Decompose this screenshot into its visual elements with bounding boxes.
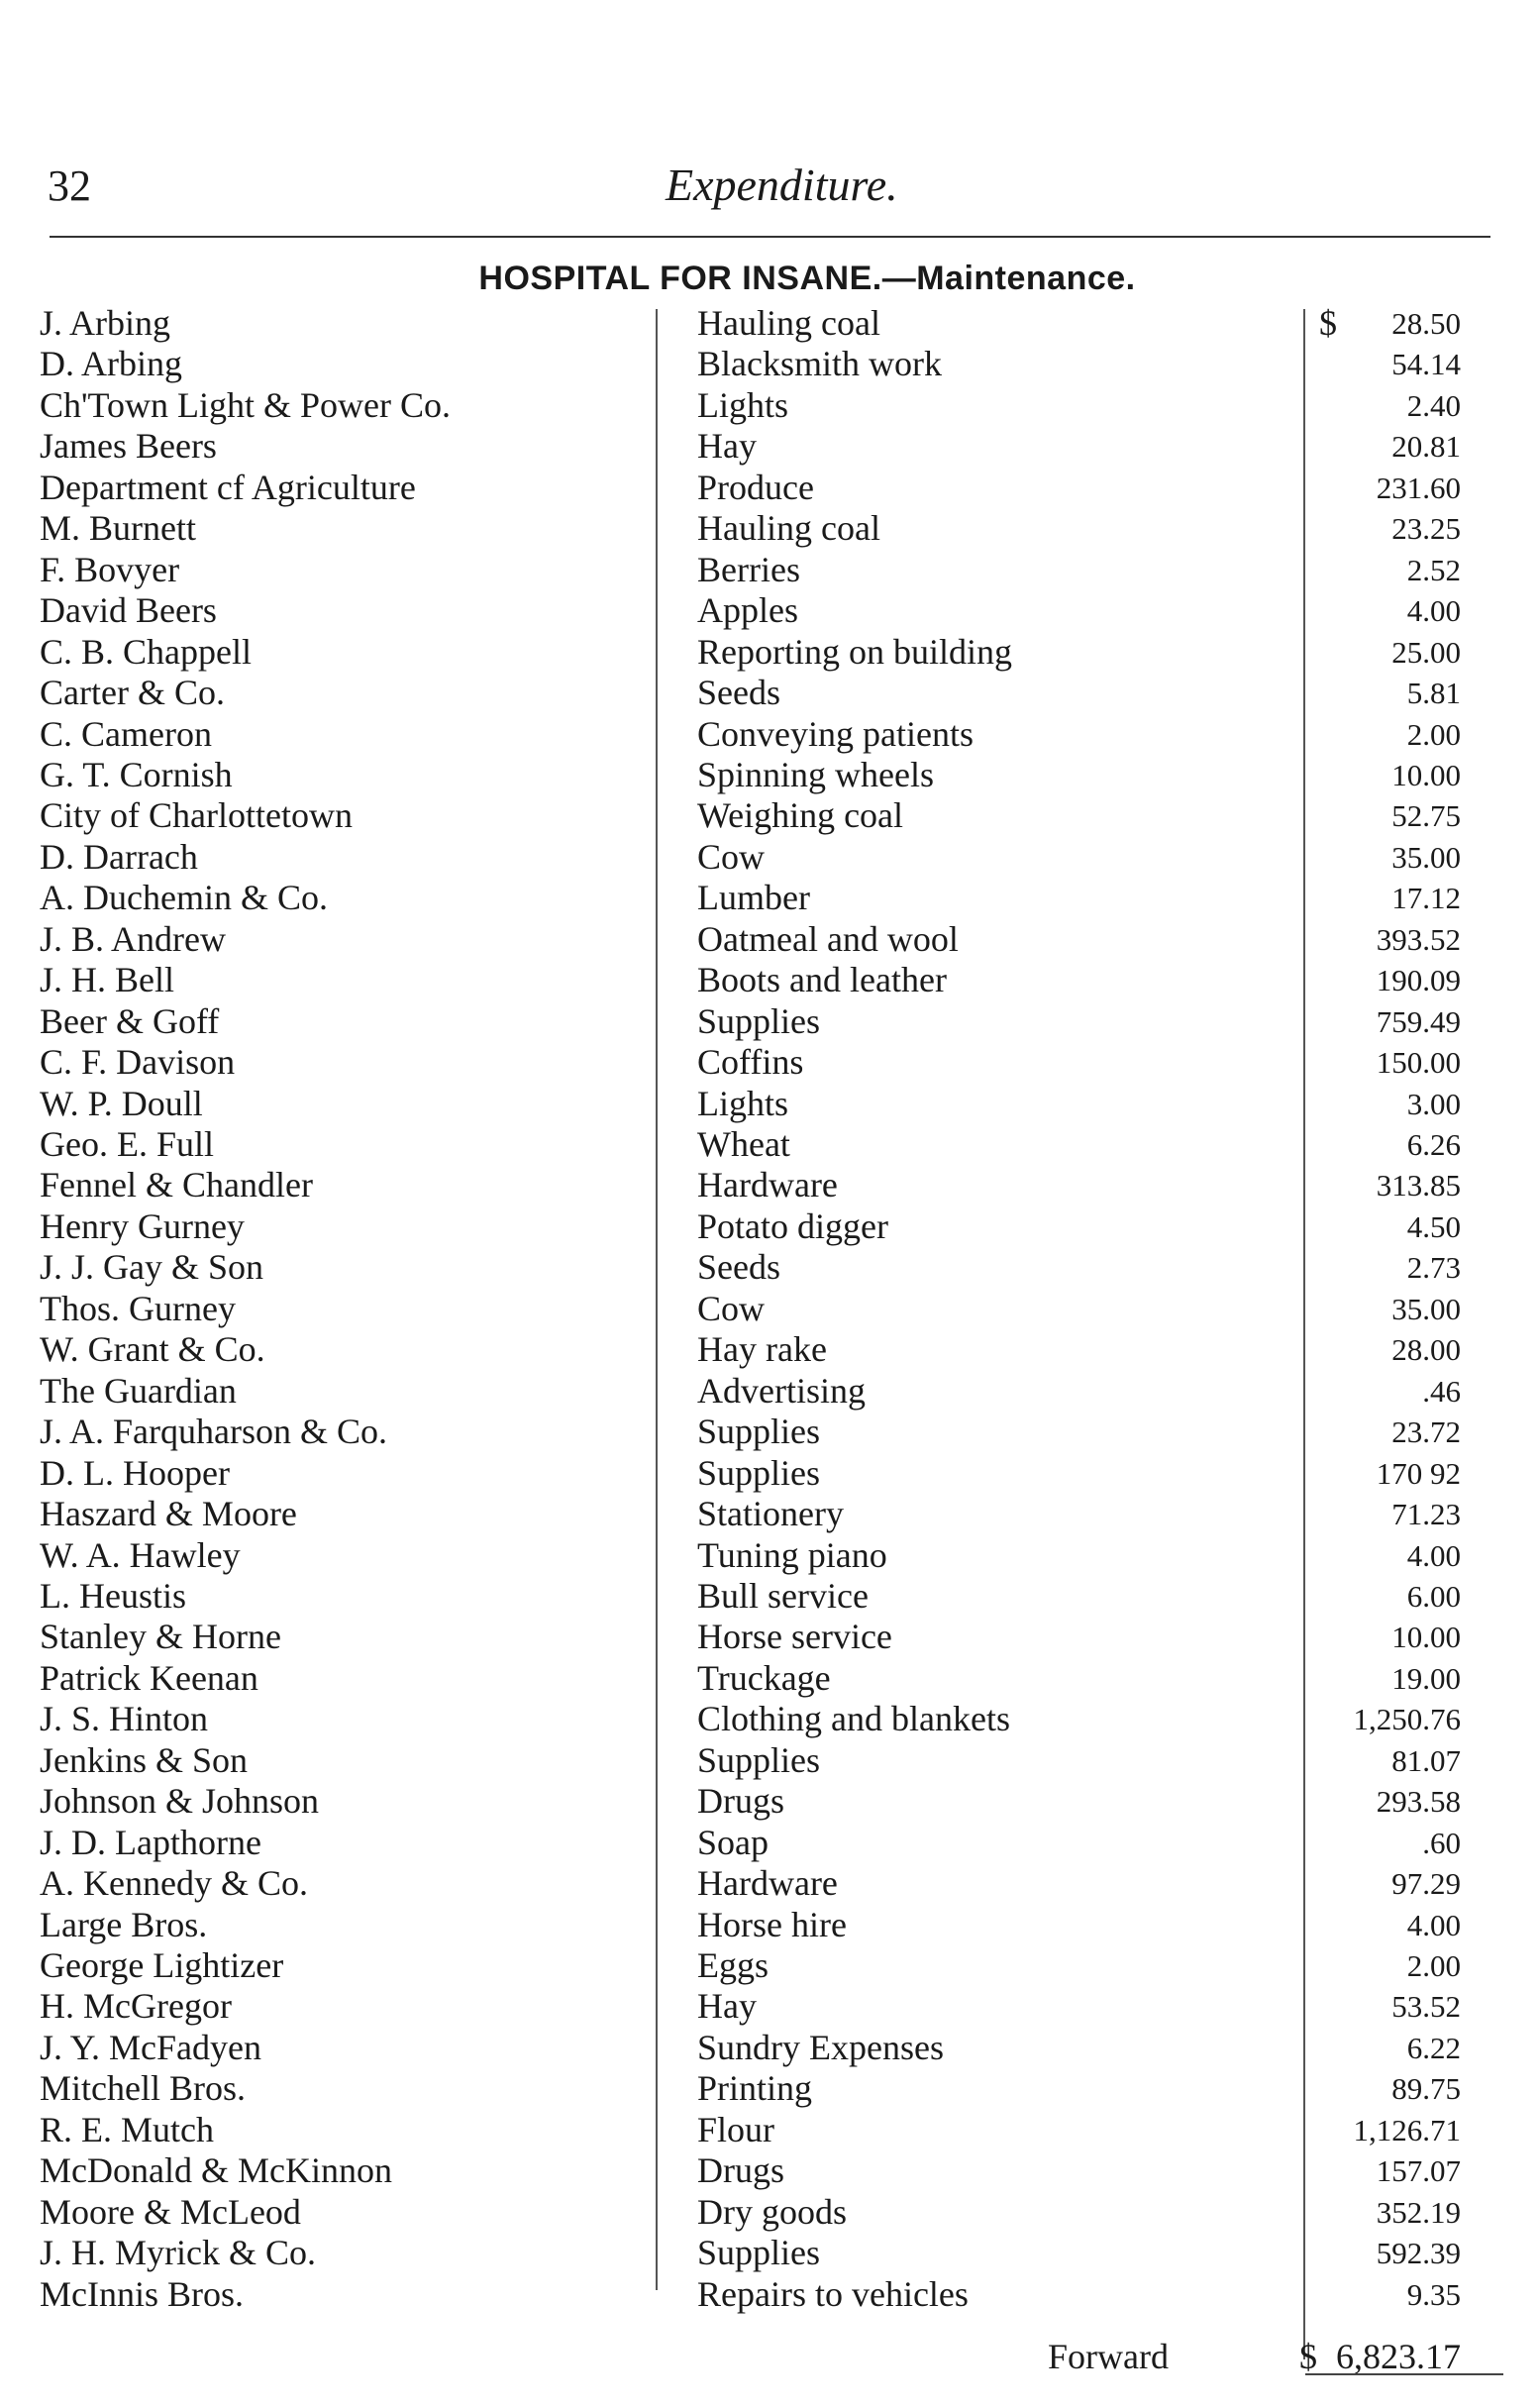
expense-item: Cow bbox=[697, 836, 766, 877]
expense-item: Horse service bbox=[697, 1617, 892, 1657]
amount: 23.72 bbox=[1391, 1414, 1461, 1450]
table-row bbox=[0, 714, 1540, 755]
expense-item: Reporting on building bbox=[697, 631, 1012, 672]
payee-name: C. B. Chappell bbox=[40, 631, 252, 672]
section-heading: HOSPITAL FOR INSANE.—Maintenance. bbox=[478, 260, 1136, 297]
table-row bbox=[0, 1494, 1540, 1534]
expense-item: Boots and leather bbox=[697, 960, 947, 1000]
expense-item: Hay rake bbox=[697, 1329, 827, 1370]
payee-name: L. Heustis bbox=[40, 1575, 186, 1616]
payee-name: Ch'Town Light & Power Co. bbox=[40, 384, 451, 425]
table-row bbox=[0, 1084, 1540, 1124]
amount: 2.52 bbox=[1406, 552, 1461, 587]
expense-item: Clothing and blankets bbox=[697, 1699, 1010, 1739]
expense-item: Eggs bbox=[697, 1945, 769, 1985]
expense-item: Produce bbox=[697, 467, 814, 507]
table-row bbox=[0, 1863, 1540, 1904]
table-row bbox=[0, 468, 1540, 508]
payee-name: J. B. Andrew bbox=[40, 918, 226, 959]
amount: 28.00 bbox=[1391, 1332, 1461, 1368]
expense-item: Coffins bbox=[697, 1042, 804, 1083]
payee-name: Beer & Goff bbox=[40, 1000, 220, 1041]
expense-item: Berries bbox=[697, 549, 800, 589]
amount: 35.00 bbox=[1391, 1291, 1461, 1326]
amount: 10.00 bbox=[1391, 1620, 1461, 1655]
expense-item: Soap bbox=[697, 1822, 769, 1862]
payee-name: Moore & McLeod bbox=[40, 2191, 301, 2232]
payee-name: Johnson & Johnson bbox=[40, 1781, 320, 1822]
expense-item: Advertising bbox=[697, 1370, 866, 1411]
payee-name: R. E. Mutch bbox=[40, 2109, 214, 2149]
payee-name: J. H. Bell bbox=[40, 960, 175, 1000]
page-number: 32 bbox=[48, 161, 91, 210]
amount: 157.07 bbox=[1376, 2153, 1461, 2189]
amount: 150.00 bbox=[1376, 1045, 1461, 1081]
table-row bbox=[0, 1247, 1540, 1288]
currency-symbol: $ bbox=[1319, 303, 1337, 343]
amount: 1,126.71 bbox=[1353, 2112, 1461, 2147]
amount: 9.35 bbox=[1406, 2276, 1461, 2312]
amount: 1,250.76 bbox=[1353, 1702, 1461, 1737]
amount: 2.00 bbox=[1406, 1948, 1461, 1983]
payee-name: Geo. E. Full bbox=[40, 1124, 214, 1164]
expense-item: Supplies bbox=[697, 1412, 821, 1452]
payee-name: Jenkins & Son bbox=[40, 1739, 249, 1780]
table-row bbox=[0, 1658, 1540, 1699]
amount: 190.09 bbox=[1376, 963, 1461, 998]
table-row bbox=[0, 344, 1540, 384]
table-row bbox=[0, 837, 1540, 878]
table-row bbox=[0, 508, 1540, 549]
payee-name: D. L. Hooper bbox=[40, 1452, 230, 1493]
amount: 4.00 bbox=[1406, 1537, 1461, 1573]
amount: 89.75 bbox=[1391, 2071, 1461, 2107]
table-row bbox=[0, 1001, 1540, 1042]
amount: 313.85 bbox=[1376, 1168, 1461, 1204]
payee-name: J. A. Farquharson & Co. bbox=[40, 1412, 387, 1452]
amount: 3.00 bbox=[1406, 1086, 1461, 1121]
payee-name: Department cf Agriculture bbox=[40, 467, 416, 507]
payee-name: H. McGregor bbox=[40, 1986, 232, 2027]
table-row bbox=[0, 2150, 1540, 2191]
table-row bbox=[0, 426, 1540, 467]
table-row bbox=[0, 2110, 1540, 2150]
payee-name: M. Burnett bbox=[40, 508, 196, 549]
payee-name: Haszard & Moore bbox=[40, 1494, 297, 1534]
amount: .46 bbox=[1422, 1373, 1461, 1409]
amount: 28.50 bbox=[1391, 306, 1461, 341]
payee-name: City of Charlottetown bbox=[40, 795, 353, 836]
expense-item: Supplies bbox=[697, 1452, 821, 1493]
amount: 4.00 bbox=[1406, 1907, 1461, 1942]
amount: 25.00 bbox=[1391, 634, 1461, 670]
amount: 23.25 bbox=[1391, 511, 1461, 547]
expense-item: Weighing coal bbox=[697, 795, 904, 836]
payee-name: G. T. Cornish bbox=[40, 754, 233, 794]
table-row bbox=[0, 632, 1540, 673]
payee-name: Thos. Gurney bbox=[40, 1288, 236, 1328]
payee-name: W. P. Doull bbox=[40, 1083, 203, 1123]
expense-item: Sundry Expenses bbox=[697, 2027, 944, 2067]
amount: 71.23 bbox=[1391, 1497, 1461, 1532]
header-rule bbox=[50, 236, 1490, 238]
payee-name: Henry Gurney bbox=[40, 1205, 245, 1246]
table-row bbox=[0, 878, 1540, 918]
payee-name: Stanley & Horne bbox=[40, 1617, 281, 1657]
table-row bbox=[0, 1329, 1540, 1370]
expense-item: Blacksmith work bbox=[697, 344, 942, 384]
payee-name: F. Bovyer bbox=[40, 549, 180, 589]
amount: 35.00 bbox=[1391, 839, 1461, 875]
amount: 293.58 bbox=[1376, 1784, 1461, 1820]
table-row bbox=[0, 1945, 1540, 1986]
table-row bbox=[0, 1206, 1540, 1247]
expense-item: Stationery bbox=[697, 1494, 844, 1534]
expense-item: Wheat bbox=[697, 1124, 790, 1164]
expense-item: Lights bbox=[697, 384, 789, 425]
amount: 6.26 bbox=[1406, 1127, 1461, 1162]
table-row bbox=[0, 919, 1540, 960]
forward-currency-symbol: $ bbox=[1299, 2337, 1317, 2376]
table-row bbox=[0, 2068, 1540, 2109]
forward-row bbox=[0, 2336, 1540, 2377]
table-row bbox=[0, 1165, 1540, 1205]
table-row bbox=[0, 590, 1540, 631]
amount: 19.00 bbox=[1391, 1660, 1461, 1696]
amount: 6.22 bbox=[1406, 2030, 1461, 2065]
amount: 393.52 bbox=[1376, 921, 1461, 957]
payee-name: W. A. Hawley bbox=[40, 1534, 241, 1575]
expense-item: Supplies bbox=[697, 1739, 821, 1780]
table-row bbox=[0, 1905, 1540, 1945]
payee-name: J. D. Lapthorne bbox=[40, 1822, 261, 1862]
expense-item: Lights bbox=[697, 1083, 789, 1123]
amount: .60 bbox=[1422, 1825, 1461, 1860]
expense-item: Potato digger bbox=[697, 1205, 888, 1246]
amount: 52.75 bbox=[1391, 798, 1461, 834]
amount: 6.00 bbox=[1406, 1578, 1461, 1614]
table-row bbox=[0, 1576, 1540, 1617]
forward-amount: 6,823.17 bbox=[1336, 2337, 1461, 2376]
table-row bbox=[0, 795, 1540, 836]
table-row bbox=[0, 2028, 1540, 2068]
table-row bbox=[0, 673, 1540, 713]
payee-name: Patrick Keenan bbox=[40, 1657, 258, 1698]
payee-name: McDonald & McKinnon bbox=[40, 2150, 392, 2191]
table-row bbox=[0, 1042, 1540, 1083]
table-row bbox=[0, 1823, 1540, 1863]
payee-name: McInnis Bros. bbox=[40, 2273, 244, 2314]
running-title: Expenditure. bbox=[666, 159, 898, 210]
expense-item: Conveying patients bbox=[697, 713, 974, 754]
expense-item: Hauling coal bbox=[697, 303, 880, 343]
amount: 10.00 bbox=[1391, 757, 1461, 792]
amount: 5.81 bbox=[1406, 676, 1461, 711]
payee-name: A. Duchemin & Co. bbox=[40, 878, 328, 918]
payee-name: George Lightizer bbox=[40, 1945, 284, 1985]
amount: 97.29 bbox=[1391, 1866, 1461, 1902]
payee-name: Large Bros. bbox=[40, 1904, 208, 1944]
expense-item: Repairs to vehicles bbox=[697, 2273, 969, 2314]
amount: 759.49 bbox=[1376, 1003, 1461, 1039]
table-row bbox=[0, 1699, 1540, 1739]
expense-item: Lumber bbox=[697, 878, 810, 918]
amount: 2.00 bbox=[1406, 716, 1461, 752]
payee-name: James Beers bbox=[40, 426, 217, 467]
table-row bbox=[0, 1453, 1540, 1494]
expense-item: Hay bbox=[697, 426, 757, 467]
payee-name: A. Kennedy & Co. bbox=[40, 1863, 308, 1904]
table-row bbox=[0, 1289, 1540, 1329]
amount: 53.52 bbox=[1391, 1989, 1461, 2025]
amount: 17.12 bbox=[1391, 881, 1461, 916]
table-row bbox=[0, 385, 1540, 426]
forward-label: Forward bbox=[1048, 2337, 1169, 2376]
amount: 352.19 bbox=[1376, 2194, 1461, 2230]
expense-item: Hardware bbox=[697, 1863, 838, 1904]
table-row bbox=[0, 2192, 1540, 2233]
payee-name: J. S. Hinton bbox=[40, 1699, 209, 1739]
table-row bbox=[0, 1781, 1540, 1822]
total-rule bbox=[1305, 2373, 1503, 2375]
table-row bbox=[0, 2274, 1540, 2315]
table-row bbox=[0, 550, 1540, 590]
payee-name: D. Arbing bbox=[40, 344, 182, 384]
expense-item: Seeds bbox=[697, 1247, 780, 1288]
expense-item: Supplies bbox=[697, 1000, 821, 1041]
table-row bbox=[0, 303, 1540, 344]
table-row bbox=[0, 755, 1540, 795]
expense-item: Printing bbox=[697, 2068, 813, 2109]
table-row bbox=[0, 2233, 1540, 2273]
table-row bbox=[0, 1124, 1540, 1165]
expense-item: Bull service bbox=[697, 1575, 869, 1616]
amount: 2.40 bbox=[1406, 387, 1461, 423]
table-row bbox=[0, 1986, 1540, 2027]
payee-name: C. F. Davison bbox=[40, 1042, 236, 1083]
expense-item: Hauling coal bbox=[697, 508, 880, 549]
payee-name: J. Arbing bbox=[40, 303, 171, 343]
table-row bbox=[0, 1412, 1540, 1452]
expense-item: Tuning piano bbox=[697, 1534, 887, 1575]
amount: 592.39 bbox=[1376, 2236, 1461, 2271]
amount: 4.00 bbox=[1406, 593, 1461, 629]
payee-name: J. J. Gay & Son bbox=[40, 1247, 264, 1288]
payee-name: Carter & Co. bbox=[40, 673, 225, 713]
amount: 81.07 bbox=[1391, 1742, 1461, 1778]
expense-item: Hardware bbox=[697, 1165, 838, 1205]
amount: 2.73 bbox=[1406, 1250, 1461, 1286]
payee-name: W. Grant & Co. bbox=[40, 1329, 265, 1370]
payee-name: J. Y. McFadyen bbox=[40, 2027, 261, 2067]
amount: 20.81 bbox=[1391, 429, 1461, 465]
payee-name: C. Cameron bbox=[40, 713, 212, 754]
expense-item: Truckage bbox=[697, 1657, 831, 1698]
table-row bbox=[0, 1535, 1540, 1576]
table-row bbox=[0, 1371, 1540, 1412]
expense-item: Spinning wheels bbox=[697, 754, 934, 794]
expense-item: Horse hire bbox=[697, 1904, 847, 1944]
expense-item: Supplies bbox=[697, 2233, 821, 2273]
payee-name: The Guardian bbox=[40, 1370, 237, 1411]
amount: 54.14 bbox=[1391, 347, 1461, 382]
expense-item: Oatmeal and wool bbox=[697, 918, 959, 959]
amount: 231.60 bbox=[1376, 470, 1461, 505]
table-row bbox=[0, 1740, 1540, 1781]
expense-item: Hay bbox=[697, 1986, 757, 2027]
expense-item: Drugs bbox=[697, 1781, 784, 1822]
expense-item: Dry goods bbox=[697, 2191, 847, 2232]
expense-item: Seeds bbox=[697, 673, 780, 713]
amount: 4.50 bbox=[1406, 1208, 1461, 1244]
payee-name: Fennel & Chandler bbox=[40, 1165, 313, 1205]
expense-item: Cow bbox=[697, 1288, 766, 1328]
payee-name: J. H. Myrick & Co. bbox=[40, 2233, 316, 2273]
payee-name: D. Darrach bbox=[40, 836, 198, 877]
table-row bbox=[0, 1617, 1540, 1657]
payee-name: Mitchell Bros. bbox=[40, 2068, 246, 2109]
expense-item: Apples bbox=[697, 590, 798, 631]
expense-item: Flour bbox=[697, 2109, 775, 2149]
amount: 170 92 bbox=[1376, 1455, 1461, 1491]
table-row bbox=[0, 960, 1540, 1000]
payee-name: David Beers bbox=[40, 590, 217, 631]
expense-item: Drugs bbox=[697, 2150, 784, 2191]
